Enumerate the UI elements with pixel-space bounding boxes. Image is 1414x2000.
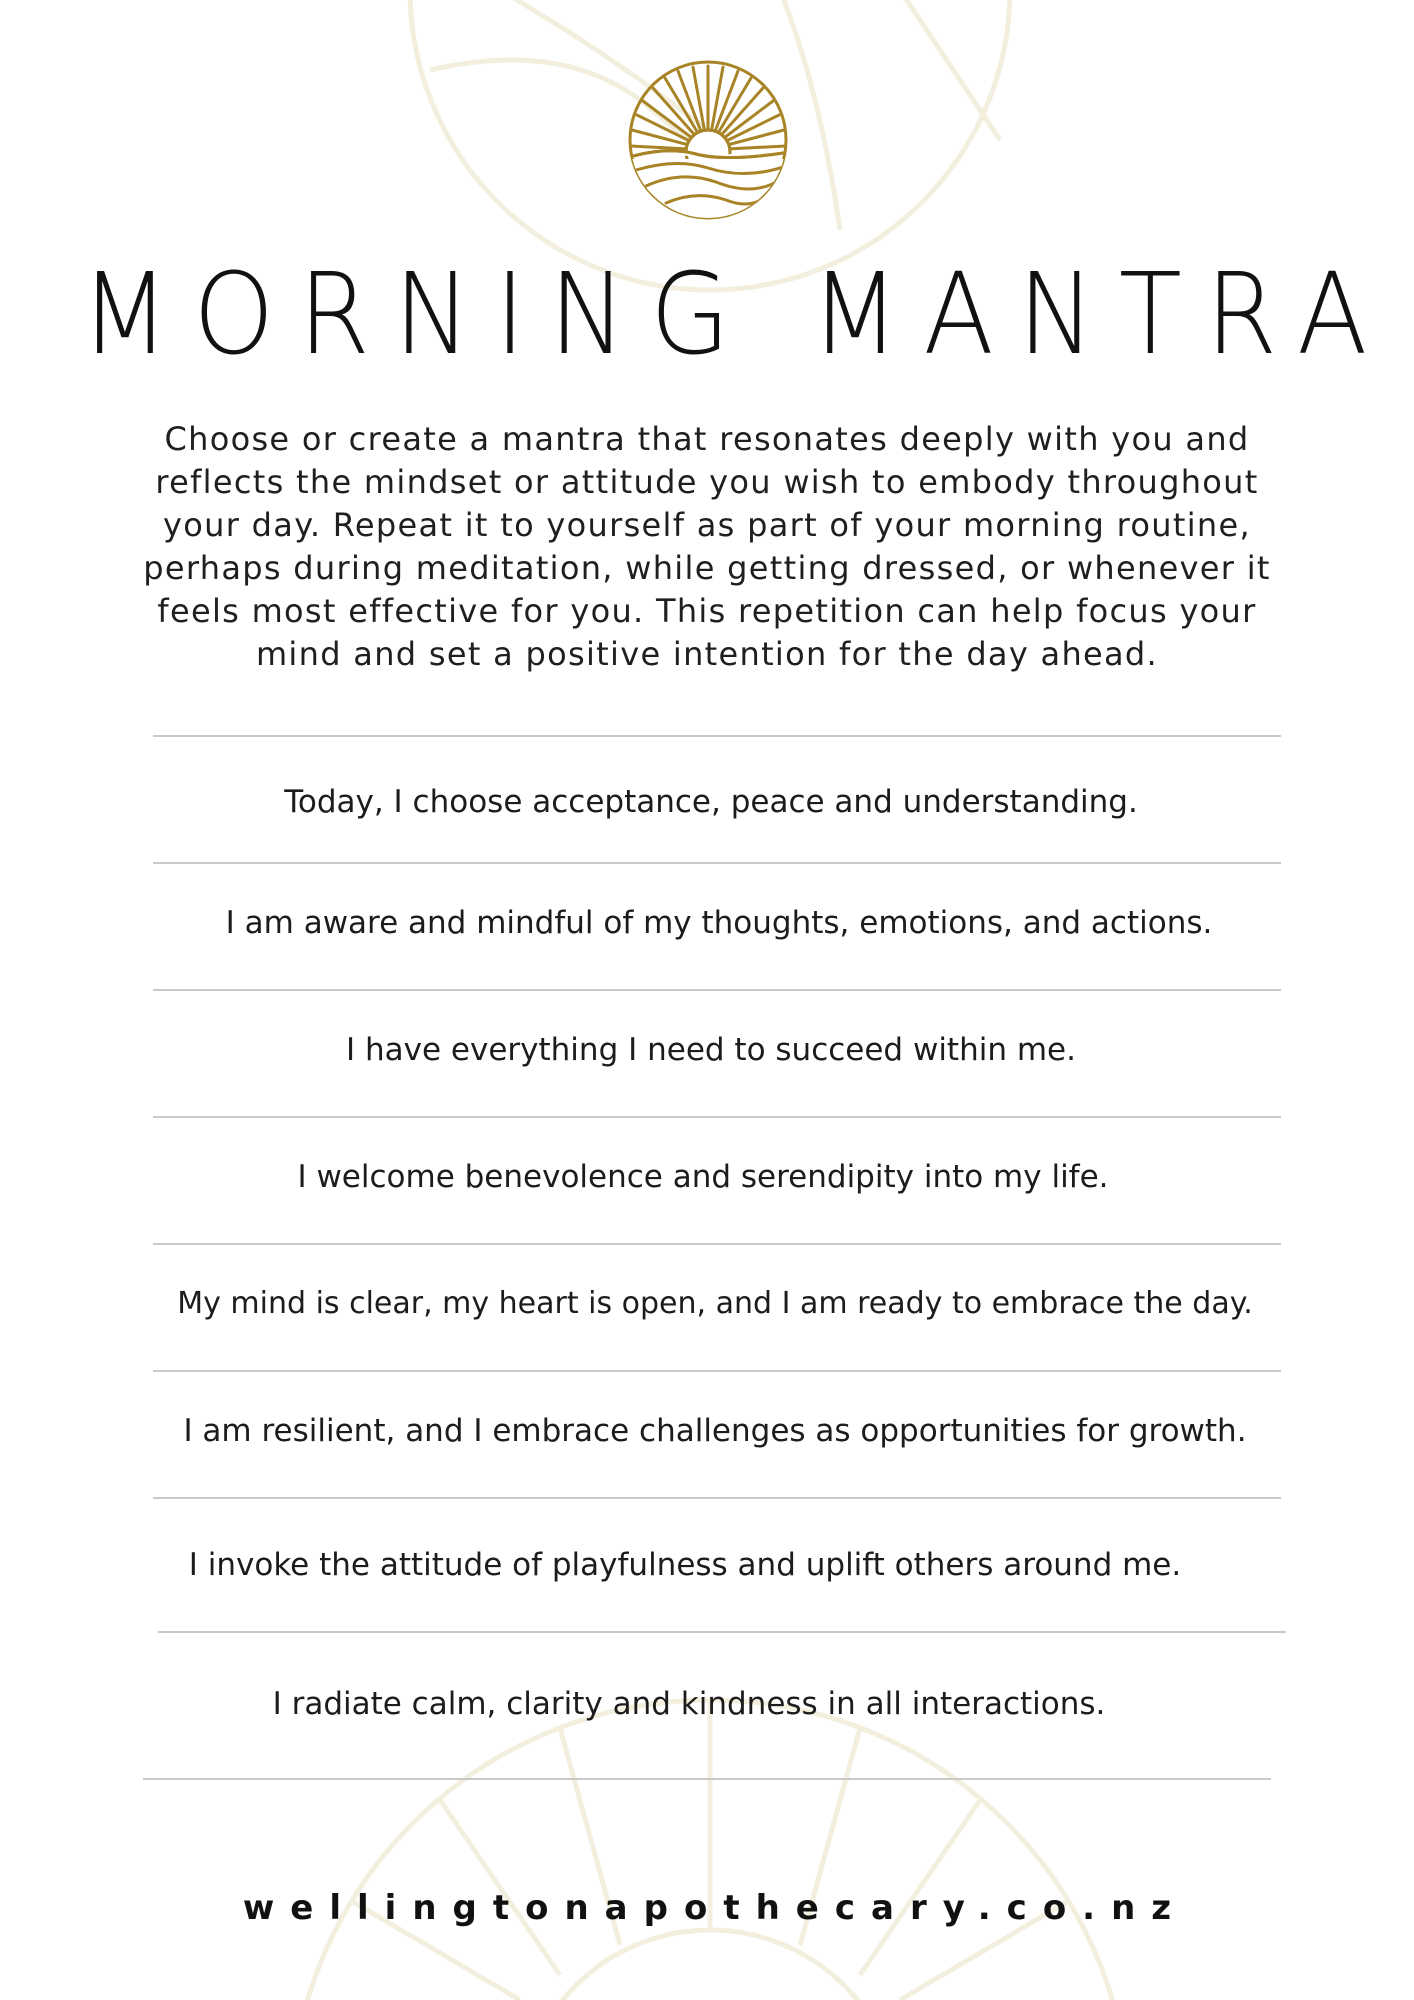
divider-7: [153, 1497, 1281, 1499]
mantra-item: I am aware and mindful of my thoughts, emotions, and actions.: [225, 905, 1213, 941]
website-footer: wellingtonapothecary.co.nz: [242, 1888, 1188, 1928]
divider-4: [153, 1116, 1281, 1118]
mantra-item: I welcome benevolence and serendipity into my life.: [297, 1159, 1109, 1195]
mantra-item: I am resilient, and I embrace challenges as opportunities for growth.: [183, 1413, 1247, 1449]
mantra-item: Today, I choose acceptance, peace and understanding.: [284, 784, 1138, 820]
divider-9: [143, 1778, 1271, 1780]
divider-1: [153, 735, 1281, 737]
divider-2: [153, 862, 1281, 864]
divider-5: [153, 1243, 1281, 1245]
mantra-item: I have everything I need to succeed within me.: [346, 1032, 1076, 1068]
divider-3: [153, 989, 1281, 991]
divider-6: [153, 1370, 1281, 1372]
intro-paragraph: Choose or create a mantra that resonates deeply with you and reflects the mindset or attitude you wish to embody throughout your day. Repeat it to yourself as part of your morning routine, perhaps during meditation, while getting dressed, or whenever it feels most effective for you. This repetition can help focus your mind and set a positive intention for the day ahead.: [143, 420, 1271, 673]
divider-8: [158, 1631, 1286, 1633]
page-title: MORNING MANTRA: [80, 250, 1392, 380]
sunrise-over-hills-icon: [626, 58, 790, 222]
mantra-item: I invoke the attitude of playfulness and uplift others around me.: [188, 1547, 1182, 1583]
mantra-item: My mind is clear, my heart is open, and I am ready to embrace the day.: [177, 1286, 1253, 1321]
mantra-item: I radiate calm, clarity and kindness in all interactions.: [272, 1686, 1106, 1722]
